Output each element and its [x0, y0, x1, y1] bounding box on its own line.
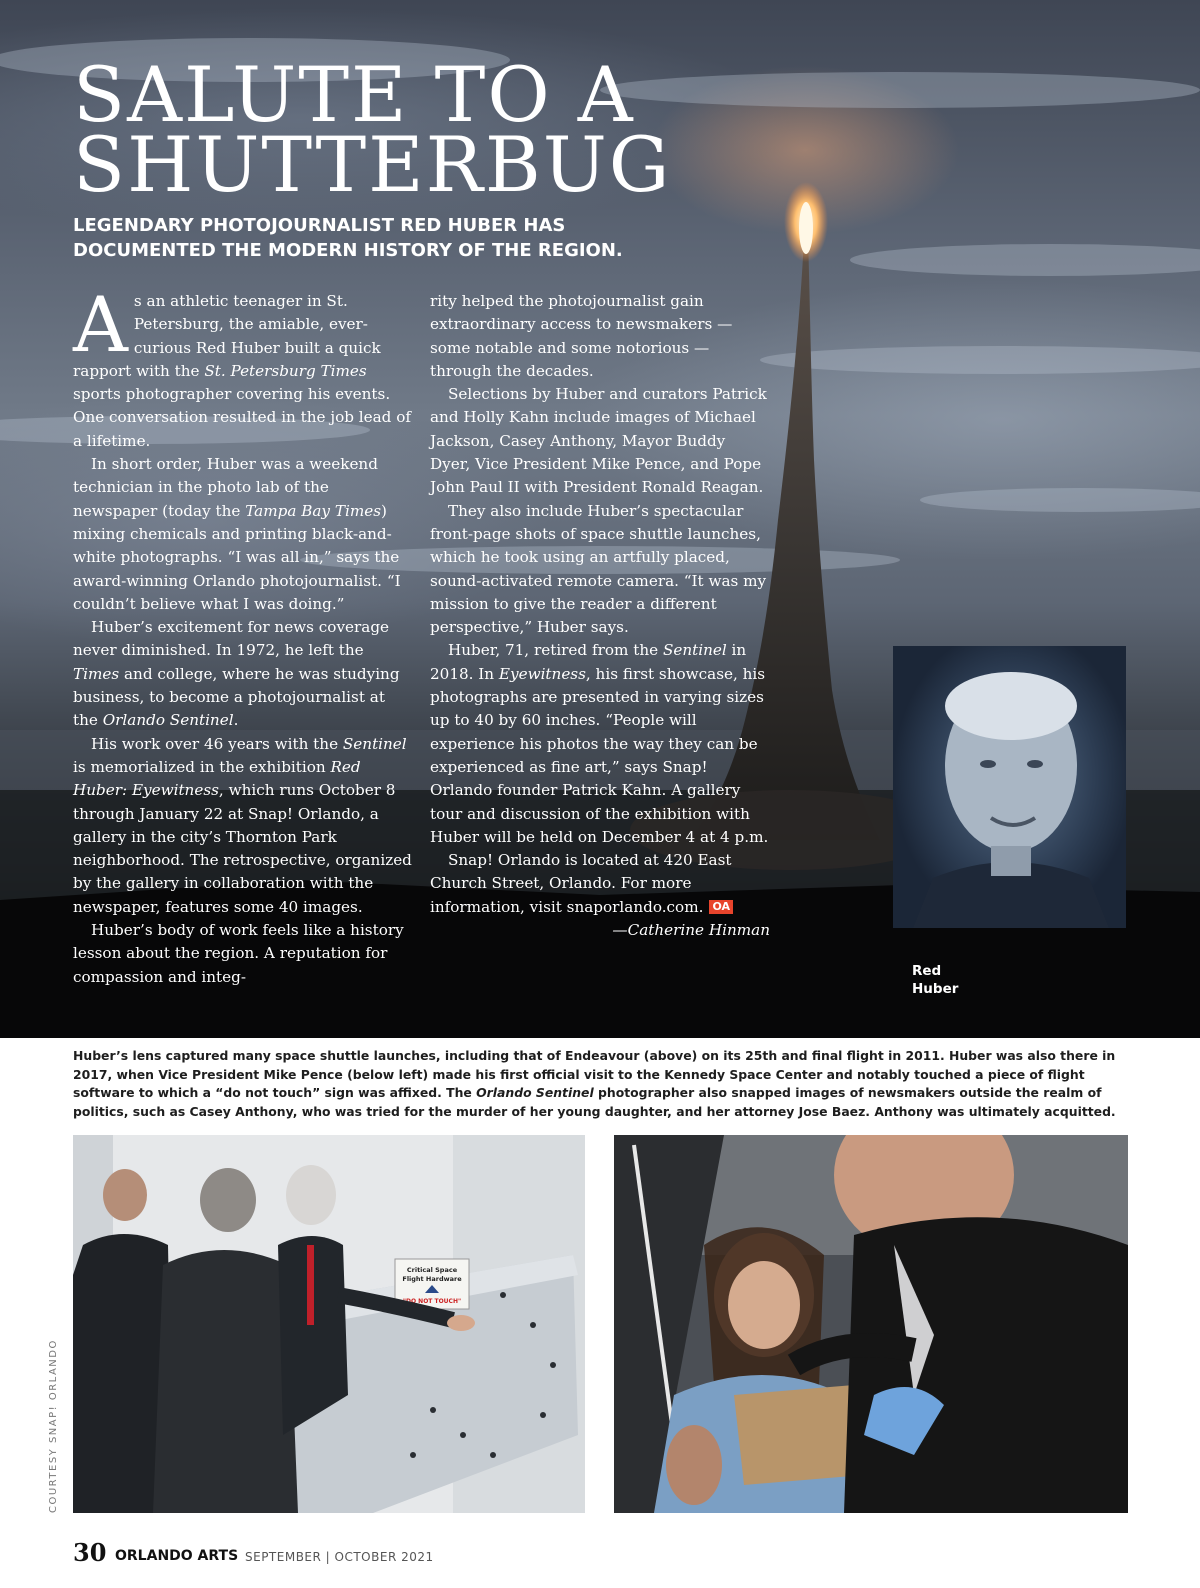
article-column-left	[73, 280, 413, 989]
title-line-2: SHUTTERBUG	[73, 120, 672, 209]
article-column-right	[430, 290, 770, 942]
photo-caption: Huber’s lens captured many space shuttle launches, including that of Endeavour (above) on its 25th and final flight in 2011. Huber was also there in 2017, when Vice President Mike Pence (below left) made his first official visit to the Kennedy Space Center and notably touched a piece of flight software to which a “do not touch” sign was affixed. The Orlando Sentinel photographer also snapped images of newsmakers outside the realm of politics, such as Casey Anthony, who was tried for the murder of her young daughter, and her attorney Jose Baez. Anthony was ultimately acquitted.	[73, 1048, 1116, 1119]
magazine-name: ORLANDO ARTS	[115, 1548, 239, 1564]
paragraph: As an athletic teenager in St. Petersburg, the amiable, ever-curious Red Huber built a quick rapport with the St. Petersburg Times sports photographer covering his events. One conversation resulted in the job lead of a lifetime.	[73, 280, 411, 450]
article-title	[73, 50, 672, 209]
paragraph: Huber’s body of work feels like a history lesson about the region. A reputation for compassion and integ-	[73, 921, 404, 986]
paragraph: rity helped the photojournalist gain extraordinary access to newsmakers — some notable and some notorious — through the decades.	[430, 292, 733, 380]
oa-end-mark-icon: OA	[709, 900, 733, 914]
portrait-illustration	[893, 646, 1126, 928]
sign-line-1: Critical Space	[406, 1266, 458, 1274]
paragraph: In short order, Huber was a weekend technician in the photo lab of the newspaper (today the Tampa Bay Times) mixing chemicals and printing black-and-white photographs. “I was all in,” says the award-winning Orlando photojournalist. “I couldn’t believe what I was doing.”	[73, 455, 401, 613]
pence-photo-illustration	[73, 1135, 585, 1513]
anthony-photo-illustration	[614, 1135, 1128, 1513]
photo-pence-kennedy-space-center	[73, 1135, 585, 1513]
paragraph: Snap! Orlando is located at 420 East Church Street, Orlando. For more information, visit snaporlando.com. OA	[430, 851, 732, 916]
author-signoff: —Catherine Hinman	[612, 921, 770, 940]
paragraph: Selections by Huber and curators Patrick and Holly Kahn include images of Michael Jackson, Casey Anthony, Mayor Buddy Dyer, Vice President Mike Pence, and Pope John Paul II with President Ronald Reagan.	[430, 385, 767, 497]
photo-casey-anthony-jose-baez	[614, 1135, 1128, 1513]
paragraph: Huber’s excitement for news coverage never diminished. In 1972, he left the Times and college, where he was studying business, to become a photojournalist at the Orlando Sentinel.	[73, 618, 400, 730]
paragraph: They also include Huber’s spectacular front-page shots of space shuttle launches, which he took using an artfully placed, sound-activated remote camera. “It was my mission to give the reader a different perspective,” Huber says.	[430, 501, 767, 637]
issue-date: SEPTEMBER | OCTOBER 2021	[245, 1550, 434, 1564]
title-line-1: SALUTE TO A	[73, 50, 635, 139]
page-number: 30	[73, 1538, 107, 1567]
photo-credit: COURTESY SNAP! ORLANDO	[48, 1339, 59, 1513]
article-subtitle: LEGENDARY PHOTOJOURNALIST RED HUBER HAS DOCUMENTED THE MODERN HISTORY OF THE REGION.	[73, 215, 623, 261]
sign-line-3: "DO NOT TOUCH"	[402, 1298, 462, 1305]
drop-cap: A	[73, 280, 128, 369]
sign-line-2: Flight Hardware	[402, 1275, 462, 1283]
portrait-caption: Red Huber	[912, 963, 959, 997]
portrait-photo-red-huber	[893, 646, 1126, 928]
paragraph: His work over 46 years with the Sentinel is memorialized in the exhibition Red Huber: Eyewitness, which runs October 8 through January 22 at Snap! Orlando, a gallery in the city’s Thornton Park neighborhood. The retrospective, organized by the gallery in collaboration with the newspaper, features some 40 images.	[73, 734, 412, 916]
paragraph: Huber, 71, retired from the Sentinel in 2018. In Eyewitness, his first showcase, his photographs are presented in varying sizes up to 40 by 60 inches. “People will experience his photos the way they can be experienced as fine art,” says Snap! Orlando founder Patrick Kahn. A gallery tour and discussion of the exhibition with Huber will be held on December 4 at 4 p.m.	[430, 641, 769, 846]
